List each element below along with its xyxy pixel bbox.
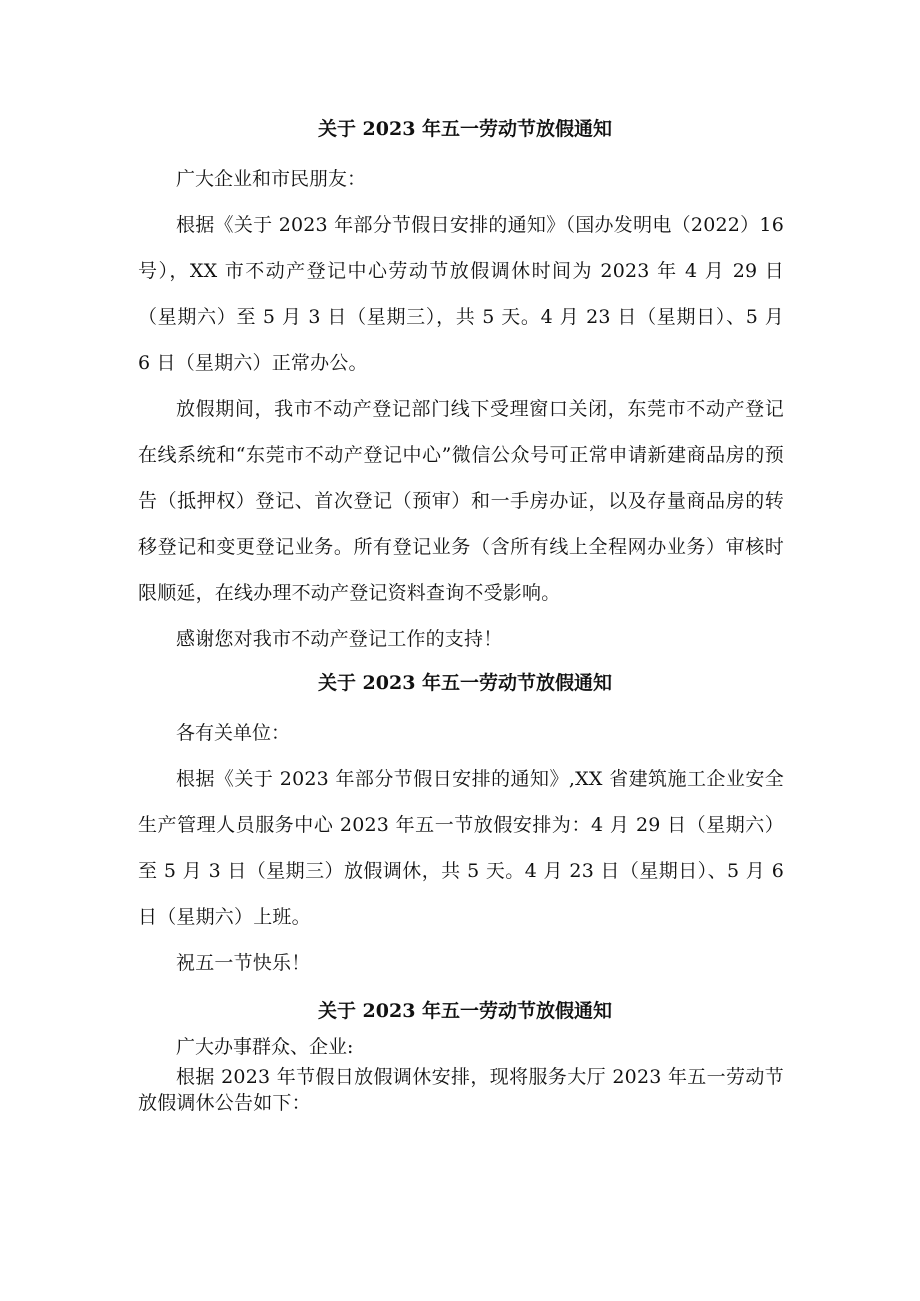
notice-title: 关于 2023 年五一劳动节放假通知	[317, 672, 613, 694]
notice-section-1	[138, 114, 784, 662]
paragraph: 放假期间，我市不动产登记部门线下受理窗口关闭，东莞市不动产登记在线系统和“东莞市不动产登记中心”微信公众号可正常申请新建商品房的预告（抵押权）登记、首次登记（预审）和一手房办证，以及存量商品房的转移登记和变更登记业务。所有登记业务（含所有线上全程网办业务）审核时限顺延，在线办理不动产登记资料查询不受影响。	[138, 398, 784, 604]
closing-line: 祝五一节快乐！	[176, 952, 311, 974]
notice-title: 关于 2023 年五一劳动节放假通知	[317, 118, 613, 140]
closing-line: 感谢您对我市不动产登记工作的支持！	[176, 628, 503, 650]
paragraph: 根据 2023 年节假日放假调休安排，现将服务大厅 2023 年五一劳动节放假调休公告如下：	[138, 1066, 784, 1114]
paragraph: 根据《关于 2023 年部分节假日安排的通知》（国办发明电（2022）16 号），XX 市不动产登记中心劳动节放假调休时间为 2023 年 4 月 29 日（星期六）至 5 月 3 日（星期三），共 5 天。4 月 23 日（星期日）、5 月 6 日（星期六）正常办公。	[138, 214, 784, 374]
salutation: 广大企业和市民朋友：	[176, 168, 367, 190]
salutation: 各有关单位：	[176, 722, 291, 744]
paragraph: 根据《关于 2023 年部分节假日安排的通知》,XX 省建筑施工企业安全生产管理人员服务中心 2023 年五一节放假安排为：4 月 29 日（星期六）至 5 月 3 日（星期三）放假调休，共 5 天。4 月 23 日（星期日）、5 月 6 日（星期六）上班。	[138, 768, 784, 928]
notice-title: 关于 2023 年五一劳动节放假通知	[317, 1000, 613, 1022]
notice-section-3	[138, 996, 784, 1116]
notice-section-2	[138, 668, 784, 986]
salutation: 广大办事群众、企业:	[176, 1036, 354, 1058]
